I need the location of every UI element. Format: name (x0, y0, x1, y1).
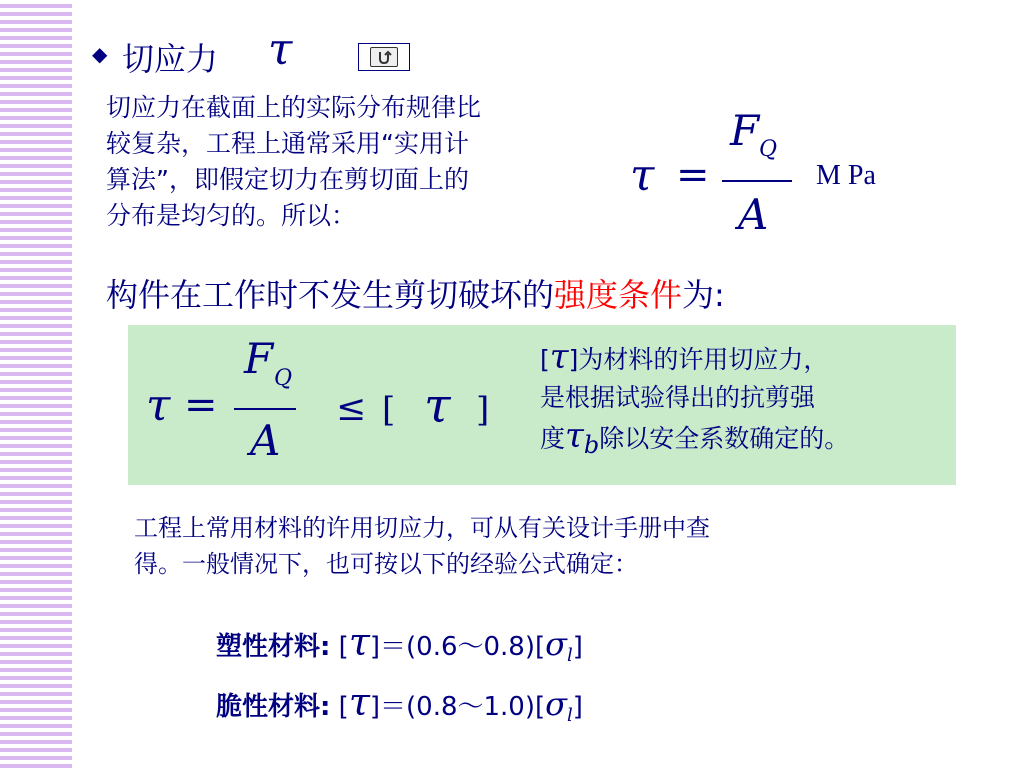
plastic-label: 塑性材料: (216, 632, 331, 662)
bracket: ] (572, 632, 583, 662)
strength-highlight: 强度条件 (554, 276, 683, 314)
sigma-subscript: l (566, 705, 573, 727)
note-line (540, 338, 849, 379)
plastic-material-formula (216, 620, 583, 666)
tau-symbol: τ (348, 620, 370, 664)
formula-tau: τ (630, 150, 655, 201)
formula-equals: = (184, 382, 218, 428)
handbook-paragraph (134, 510, 710, 582)
formula-less-equal: ≤ (336, 388, 367, 429)
note-tau-b-subscript: b (583, 431, 600, 459)
formula-numerator-F: F (730, 106, 760, 155)
formula-right-bracket: ] (476, 390, 490, 430)
note-text: ]为材料的许用切应力， (568, 345, 829, 374)
return-arrow-icon (370, 47, 398, 67)
strength-condition-text (106, 270, 725, 316)
bracket: ] (572, 692, 583, 722)
decorative-stripe-border (0, 0, 72, 768)
formula-denominator: A (738, 190, 769, 239)
note-line (540, 417, 849, 464)
formula-tau: τ (146, 380, 171, 431)
note-bracket: [ (540, 345, 550, 374)
formula-numerator-subscript: Q (274, 366, 293, 391)
formula-allowable-tau: τ (424, 378, 451, 434)
tau-symbol: τ (348, 680, 370, 724)
note-tau-b-symbol: τ (565, 416, 584, 456)
note-line: 是根据试验得出的抗剪强 (540, 383, 816, 412)
intro-line: 切应力在截面上的实际分布规律比 (106, 93, 482, 122)
sigma-subscript: l (566, 645, 573, 667)
return-button[interactable] (358, 43, 410, 71)
formula-unit: M Pa (816, 160, 876, 191)
brittle-material-formula (216, 680, 583, 726)
bracket: [ (338, 632, 349, 662)
bullet-icon: ◆ (92, 42, 108, 66)
intro-line: 较复杂，工程上通常采用“实用计 (106, 129, 469, 158)
formula-numerator-subscript: Q (759, 137, 778, 162)
formula-left-bracket: [ (382, 390, 396, 430)
fraction-line (234, 408, 296, 410)
note-text: 除以安全系数确定的。 (599, 424, 850, 453)
intro-paragraph (106, 90, 481, 234)
intro-line: 算法”，即假定切力在剪切面上的 (106, 165, 469, 194)
note-tau-symbol: τ (549, 337, 569, 377)
note-text: 度 (540, 424, 566, 453)
fraction-line (722, 180, 792, 182)
strength-suffix: 为: (682, 276, 725, 314)
coefficient-range: ]＝(0.8～1.0)[ (369, 692, 546, 722)
allowable-stress-note (540, 338, 849, 464)
title-tau-symbol: τ (268, 24, 293, 75)
formula-numerator-F: F (244, 334, 274, 383)
bracket: [ (338, 692, 349, 722)
intro-line: 分布是均匀的。所以： (106, 201, 357, 230)
section-title: 切应力 (122, 40, 219, 78)
strength-prefix: 构件在工作时不发生剪切破坏的 (106, 276, 555, 314)
coefficient-range: ]＝(0.6～0.8)[ (369, 632, 546, 662)
formula-denominator: A (250, 416, 281, 465)
sigma-symbol: σ (545, 625, 567, 663)
handbook-line: 工程上常用材料的许用切应力，可从有关设计手册中查 (134, 514, 710, 542)
formula-equals: = (676, 152, 710, 198)
sigma-symbol: σ (545, 685, 567, 723)
brittle-label: 脆性材料: (216, 692, 331, 722)
handbook-line: 得。一般情况下，也可按以下的经验公式确定： (134, 550, 638, 578)
